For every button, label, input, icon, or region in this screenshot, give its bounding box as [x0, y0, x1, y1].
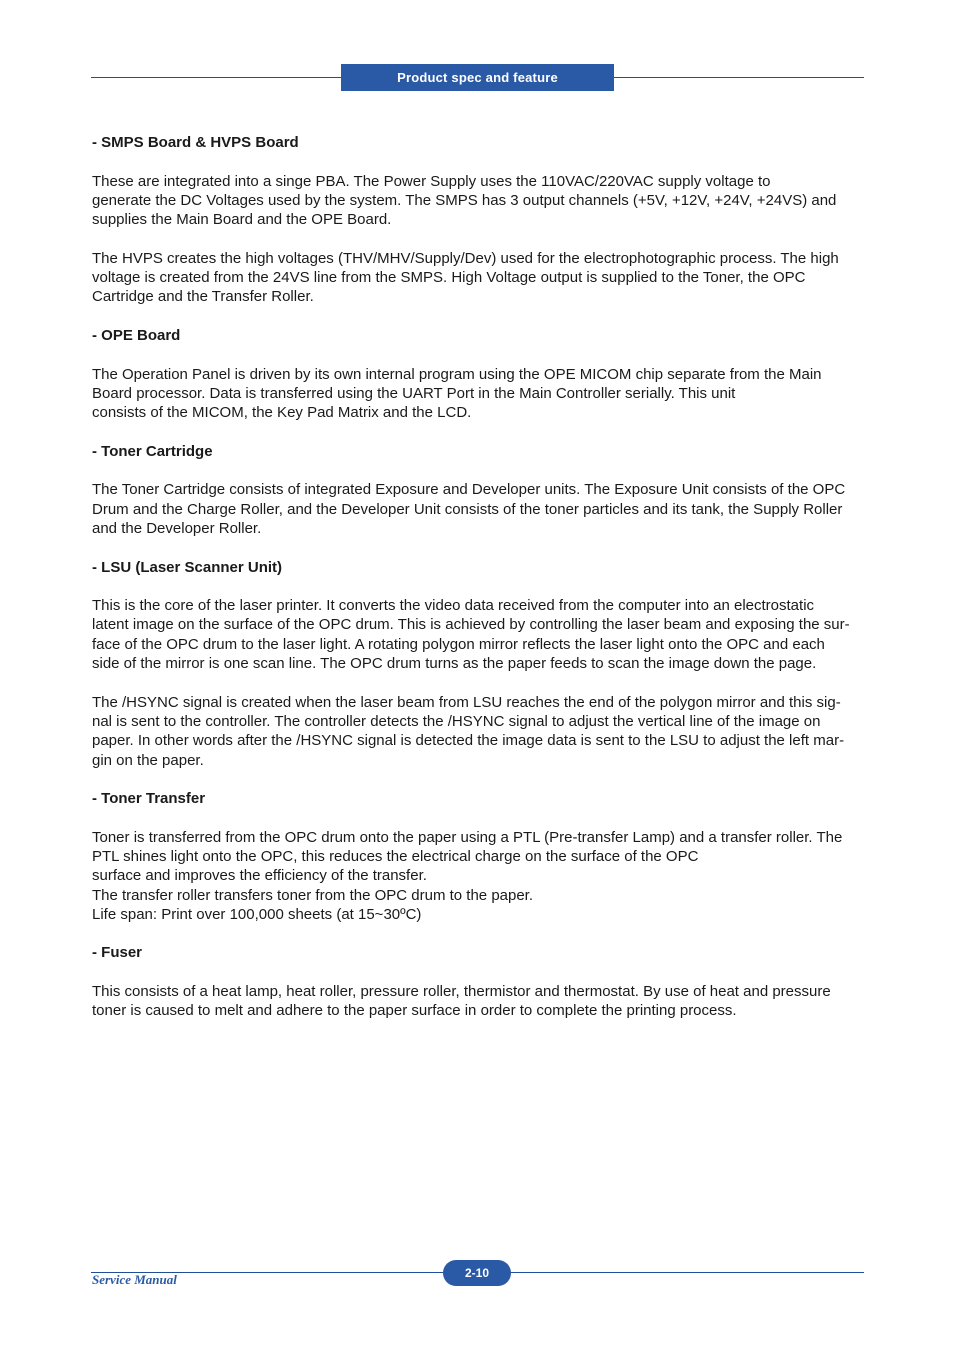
paragraph: The /HSYNC signal is created when the laser beam from LSU reaches the end of the polygon mirror and this sig- nal is sent to the controller. The controller detects the /HSYNC signal to adjust the vertical line of the image on paper. In other words after the /HSYNC signal is detected the image data is sent to the LSU to adjust the left mar- gin on the paper.: [92, 693, 845, 769]
paragraph: These are integrated into a singe PBA. The Power Supply uses the 110VAC/220VAC supply voltage to generate the DC Voltages used by the system. The SMPS has 3 output channels (+5V, +12V, +24V, +24VS) and supplies the Main Board and the OPE Board.: [92, 172, 837, 229]
section-heading: - LSU (Laser Scanner Unit): [92, 558, 283, 576]
paragraph: This is the core of the laser printer. It converts the video data received from the computer into an electrostatic latent image on the surface of the OPC drum. This is achieved by controlling the laser beam and exposing the sur- face of the OPC drum to the laser light. A rotating polygon mirror reflects the laser light onto the OPC and each side of the mirror is one scan line. The OPC drum turns as the paper feeds to scan the image down the page.: [92, 597, 850, 673]
section-lsu: [92, 558, 864, 770]
page-number: 2-10: [443, 1260, 511, 1286]
paragraph: The Operation Panel is driven by its own internal program using the OPE MICOM chip separate from the Main Board processor. Data is transferred using the UART Port in the Main Controller serially. This unit consists of the MICOM, the Key Pad Matrix and the LCD.: [92, 365, 822, 422]
header-title: Product spec and feature: [341, 64, 614, 91]
section-heading: - Fuser: [92, 944, 143, 962]
footer-label: Service Manual: [92, 1272, 177, 1287]
document-body: [92, 133, 864, 1040]
section-smps: [92, 133, 864, 307]
section-ope: [92, 326, 864, 422]
paragraph: This consists of a heat lamp, heat roller, pressure roller, thermistor and thermostat. By use of heat and pressure toner is caused to melt and adhere to the paper surface in order to complete the printing process.: [92, 983, 831, 1020]
section-heading: - Toner Transfer: [92, 790, 206, 808]
paragraph: The HVPS creates the high voltages (THV/MHV/Supply/Dev) used for the electrophotographic process. The high voltage is created from the 24VS line from the SMPS. High Voltage output is supplied to the Toner, the OPC Cartridge and the Transfer Roller.: [92, 249, 839, 306]
section-heading: - SMPS Board & HVPS Board: [92, 134, 299, 151]
section-heading: - OPE Board: [92, 326, 181, 344]
section-toner-transfer: [92, 789, 864, 924]
section-fuser: [92, 943, 864, 1020]
paragraph: The Toner Cartridge consists of integrated Exposure and Developer units. The Exposure Unit consists of the OPC Drum and the Charge Roller, and the Developer Unit consists of the toner particles and its tank, the Supply Roller and the Developer Roller.: [92, 481, 846, 537]
paragraph: Toner is transferred from the OPC drum onto the paper using a PTL (Pre-transfer Lamp) and a transfer roller. The PTL shines light onto the OPC, this reduces the electrical charge on the surface of the OPC surface and improves the efficiency of the transfer. The transfer roller transfers toner from the OPC drum to the paper. Life span: Print over 100,000 sheets (at 15~30ºC): [92, 828, 843, 923]
section-toner-cartridge: [92, 442, 864, 538]
section-heading: - Toner Cartridge: [92, 442, 213, 460]
